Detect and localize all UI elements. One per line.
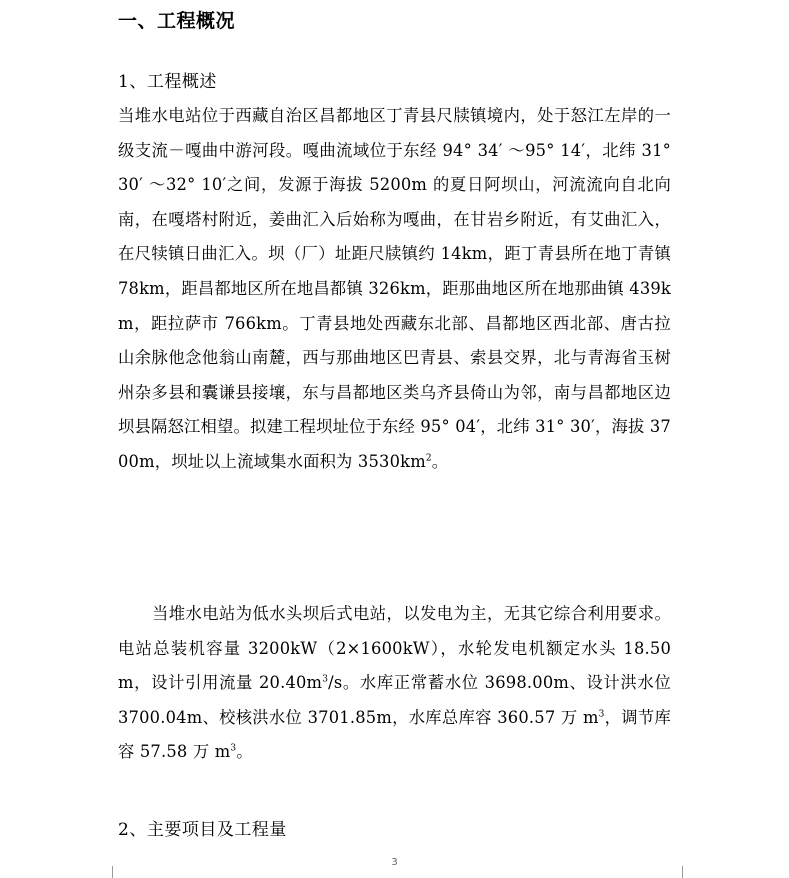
margin-corner-mark [670,866,683,878]
margin-corner-mark [112,866,125,878]
subsection-title-overview: 1、工程概述 [118,72,217,92]
superscript: 3 [322,674,329,685]
paragraph-text: 。 [431,451,449,471]
page-number: 3 [391,857,398,868]
paragraph-text: 当堆水电站位于西藏自治区昌都地区丁青县尺牍镇境内，处于怒江左岸的一级支流－嘎曲中游河段。嘎曲流域位于东经 94° 34′ ～95° 14′，北纬 31° 30′ ～32° 10′之间，发源于海拔 5200m 的夏日阿坝山，河流流向自北向南，在嘎塔村附近，姜曲汇入后始称为嘎曲，在甘岩乡附近，有艾曲汇入，在尺犊镇日曲汇入。坝（厂）址距尺牍镇约 14km，距丁青县所在地丁青镇 78km，距昌都地区所在地昌都镇 326km，距那曲地区所在地那曲镇 439km，距拉萨市 766km。丁青县地处西藏东北部、昌都地区西北部、唐古拉山余脉他念他翁山南麓，西与那曲地区巴青县、索县交界，北与青海省玉树州杂多县和囊谦县接壤，东与昌都地区类乌齐县倚山为邻，南与昌都地区边坝县隔怒江相望。拟建工程坝址位于东经 95° 04′，北纬 31° 30′，海拔 3700m，坝址以上流域集水面积为 3530km [118,106,671,471]
section-title: 一、工程概况 [118,10,236,32]
paragraph-station-specs [118,597,671,770]
superscript: 3 [230,743,237,754]
paragraph-text: 。 [236,742,253,762]
subsection-title-items: 2、主要项目及工程量 [118,820,287,840]
superscript: 2 [425,453,432,464]
paragraph-project-location [118,99,671,480]
paragraph-text: ，调节库容 57.58 万 m [118,707,671,762]
paragraph-text: /s。水库正常蓄水位 3698.00m、设计洪水位 3700.04m、校核洪水位 3701.85m，水库总库容 360.57 万 m [118,673,671,727]
paragraph-text: 当堆水电站为低水头坝后式电站，以发电为主，无其它综合利用要求。电站总装机容量 3200kW（2×1600kW），水轮发电机额定水头 18.50m，设计引用流量 20.40m [118,604,671,693]
superscript: 3 [598,709,605,720]
